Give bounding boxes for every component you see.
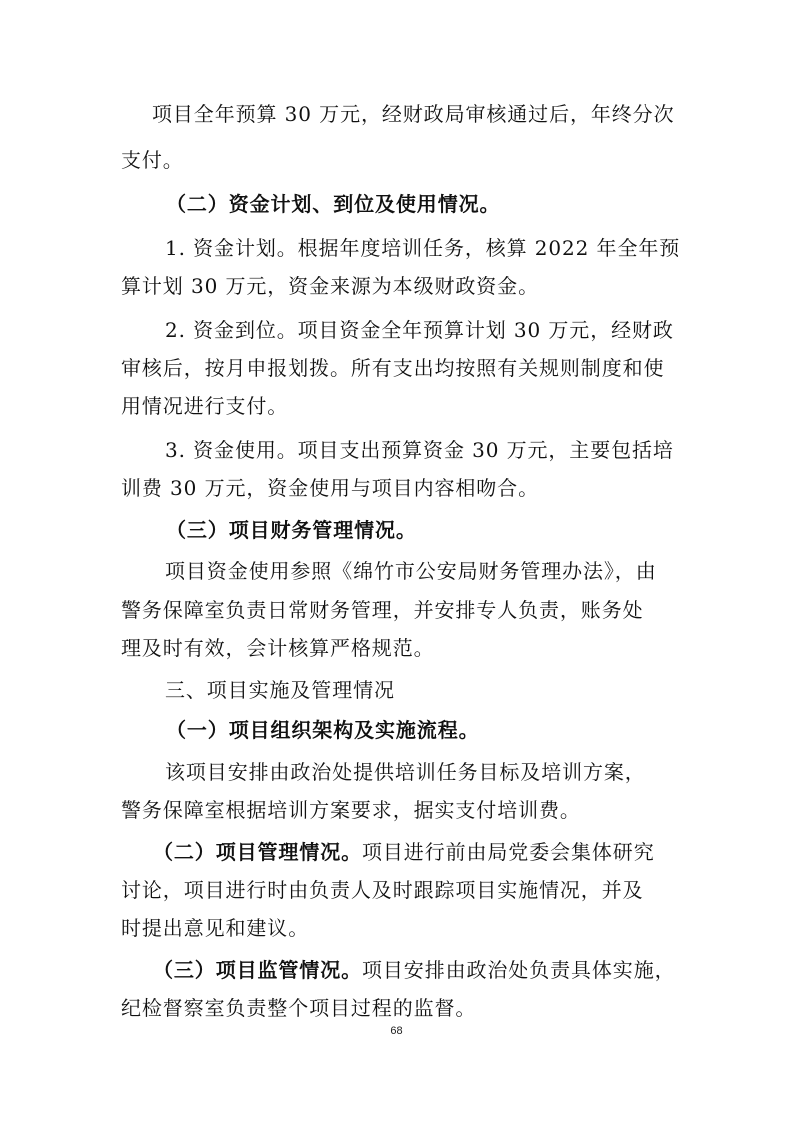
paragraph-line: 理及时有效，会计核算严格规范。 (121, 636, 435, 660)
page-number: 68 (390, 1025, 403, 1037)
paragraph-line: 警务保障室负责日常财务管理，并安排专人负责，账务处 (121, 598, 644, 622)
inline-heading-management: （二）项目管理情况。 (153, 840, 362, 864)
paragraph-line: 警务保障室根据培训方案要求，据实支付培训费。 (121, 798, 581, 822)
paragraph-text: 项目进行前由局党委会集体研究 (362, 840, 655, 864)
paragraph-line: 项目全年预算 30 万元，经财政局审核通过后，年终分次 (152, 102, 675, 126)
inline-heading-supervision: （三）项目监管情况。 (153, 958, 362, 982)
paragraph-line: 训费 30 万元，资金使用与项目内容相吻合。 (121, 476, 539, 500)
paragraph-line: 讨论，项目进行时由负责人及时跟踪项目实施情况，并及 (121, 878, 644, 902)
paragraph-text: 项目安排由政治处负责具体实施， (362, 958, 676, 982)
paragraph-line (153, 838, 655, 866)
paragraph-line: 支付。 (121, 148, 184, 172)
section-heading: 三、项目实施及管理情况 (165, 678, 395, 702)
paragraph-line (153, 956, 676, 984)
paragraph-line: 时提出意见和建议。 (121, 916, 310, 940)
subheading-org: （一）项目组织架构及实施流程。 (166, 718, 480, 742)
paragraph-line: 审核后，按月申报划拨。所有支出均按照有关规则制度和使 (121, 356, 665, 380)
paragraph-line: 算计划 30 万元，资金来源为本级财政资金。 (121, 274, 539, 298)
subheading-finance: （三）项目财务管理情况。 (166, 518, 417, 542)
paragraph-line: 3. 资金使用。项目支出预算资金 30 万元，主要包括培 (165, 438, 674, 462)
paragraph-line: 项目资金使用参照《绵竹市公安局财务管理办法》，由 (165, 559, 657, 583)
paragraph-line: 用情况进行支付。 (121, 394, 289, 418)
paragraph-line: 该项目安排由政治处提供培训任务目标及培训方案， (165, 760, 646, 784)
paragraph-line: 1. 资金计划。根据年度培训任务，核算 2022 年全年预 (165, 236, 681, 260)
subheading-funds: （二）资金计划、到位及使用情况。 (166, 192, 501, 216)
paragraph-line: 纪检督察室负责整个项目过程的监督。 (121, 996, 477, 1020)
paragraph-line: 2. 资金到位。项目资金全年预算计划 30 万元，经财政 (165, 318, 674, 342)
